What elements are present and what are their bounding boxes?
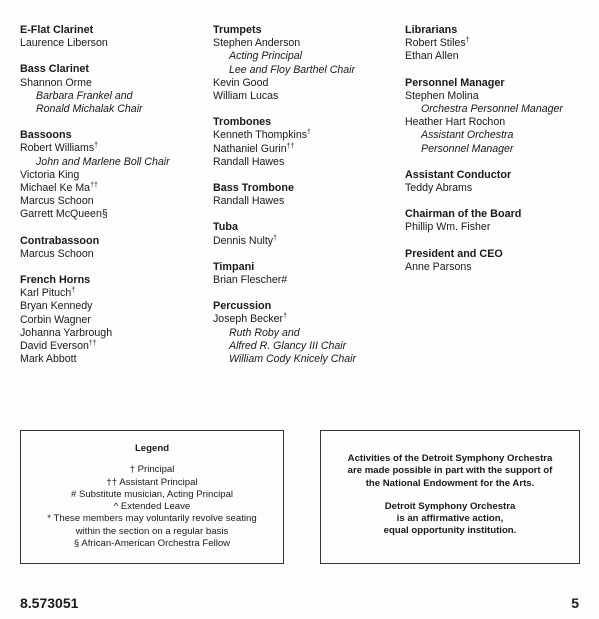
line-text: Orchestra Personnel Manager <box>421 103 563 116</box>
musician-name <box>20 314 200 327</box>
chair-title <box>405 143 595 156</box>
line-text: Kevin Good <box>213 76 269 89</box>
musician-name <box>20 208 200 221</box>
notice-line: is an affirmative action, <box>396 513 504 525</box>
nea-support-paragraph <box>321 453 579 490</box>
musician-name <box>20 77 200 90</box>
roster-column-3 <box>405 24 595 287</box>
rank-marker: †† <box>90 182 98 190</box>
legend-item: * These members may voluntarily revolve seating <box>47 513 257 525</box>
section-heading: E-Flat Clarinet <box>20 24 94 36</box>
musician-name <box>213 274 398 287</box>
musician-name <box>20 340 200 353</box>
chair-title <box>213 327 398 340</box>
legend-item: § African-American Orchestra Fellow <box>73 538 231 550</box>
line-text: Acting Principal <box>229 50 303 63</box>
equal-opportunity-paragraph <box>321 501 579 538</box>
line-text: Heather Hart Rochon <box>405 116 506 129</box>
chair-title <box>213 64 398 77</box>
musician-name <box>213 90 398 103</box>
line-text: Mark Abbott <box>20 353 77 366</box>
roster-section <box>20 24 200 50</box>
legend-title: Legend <box>134 443 170 454</box>
section-heading: Assistant Conductor <box>405 168 512 181</box>
legend-item: within the section on a regular basis <box>75 525 229 537</box>
musician-name <box>20 169 200 182</box>
section-heading: President and CEO <box>405 247 503 260</box>
roster-section <box>213 182 398 208</box>
roster-section <box>405 24 595 64</box>
line-text: Marcus Schoon <box>20 195 94 208</box>
chair-title <box>20 90 200 103</box>
section-heading: Bass Clarinet <box>20 63 90 76</box>
musician-name <box>20 182 200 195</box>
roster-section <box>213 221 398 247</box>
line-text: Johanna Yarbrough <box>20 326 113 339</box>
catalog-number: 8.573051 <box>20 595 79 611</box>
musician-name <box>405 90 595 103</box>
chair-title <box>213 50 398 63</box>
line-text: Michael Ke Ma <box>20 182 91 195</box>
line-text: Ethan Allen <box>405 50 459 63</box>
musician-name <box>20 327 200 340</box>
line-text: William Lucas <box>213 90 279 103</box>
section-heading: Tuba <box>213 221 238 234</box>
legend-item: # Substitute musician, Acting Principal <box>70 488 234 500</box>
rank-marker: † <box>273 234 277 242</box>
section-heading: Chairman of the Board <box>405 208 522 221</box>
line-text: Garrett McQueen§ <box>20 208 108 221</box>
rank-marker: † <box>71 287 76 295</box>
line-text: Kenneth Thompkins <box>213 129 308 142</box>
musician-name <box>20 353 200 366</box>
section-heading: Bass Trombone <box>213 182 294 195</box>
line-text: Shannon Orme <box>20 76 92 89</box>
roster-section <box>20 63 200 116</box>
line-text: Alfred R. Glancy III Chair <box>229 339 347 352</box>
section-heading: Timpani <box>213 260 255 273</box>
notice-line: the National Endowment for the Arts. <box>365 477 535 489</box>
roster-column-2 <box>213 24 398 379</box>
section-heading: Bassoons <box>20 129 72 142</box>
line-text: Randall Hawes <box>213 155 285 168</box>
roster-column-1 <box>20 24 200 379</box>
rank-marker: †† <box>286 142 295 150</box>
line-text: Nathaniel Gurin <box>213 142 287 155</box>
legend-box <box>20 430 284 564</box>
line-text: Robert Williams <box>20 142 95 155</box>
roster-section <box>405 169 595 195</box>
musician-name <box>213 77 398 90</box>
line-text: Assistant Orchestra <box>421 129 514 142</box>
roster-section <box>405 248 595 274</box>
line-text: Phillip Wm. Fisher <box>405 221 491 234</box>
musician-name <box>213 195 398 208</box>
section-heading: Trumpets <box>213 24 262 36</box>
roster-section <box>405 208 595 234</box>
line-text: Anne Parsons <box>405 260 472 273</box>
roster-section <box>213 116 398 169</box>
line-text: Bryan Kennedy <box>20 300 93 313</box>
notice-line: Detroit Symphony Orchestra <box>384 500 516 512</box>
legend-item: †† Assistant Principal <box>106 476 198 488</box>
musician-name <box>20 248 200 261</box>
rank-marker: † <box>283 313 287 321</box>
line-text: Personnel Manager <box>421 142 514 155</box>
page-number: 5 <box>571 595 579 611</box>
rank-marker: † <box>94 142 99 150</box>
line-text: Stephen Molina <box>405 89 479 102</box>
line-text: David Everson <box>20 340 89 353</box>
roster-section <box>213 261 398 287</box>
rank-marker: †† <box>88 340 97 348</box>
line-text: Lee and Floy Barthel Chair <box>229 63 356 76</box>
notice-line: equal opportunity institution. <box>383 525 517 537</box>
roster-section <box>405 77 595 156</box>
musician-name <box>20 287 200 300</box>
line-text: William Cody Knicely Chair <box>229 353 357 366</box>
line-text: Brian Flescher# <box>213 274 288 287</box>
chair-title <box>405 129 595 142</box>
section-heading: Contrabassoon <box>20 234 100 247</box>
line-text: Karl Pituch <box>20 287 72 300</box>
musician-name <box>213 156 398 169</box>
line-text: Robert Stiles <box>405 37 466 50</box>
musician-name <box>20 37 200 50</box>
musician-name <box>405 116 595 129</box>
musician-name <box>213 235 398 248</box>
line-text: Laurence Liberson <box>20 37 108 50</box>
rank-marker: † <box>307 129 311 137</box>
musician-name <box>20 195 200 208</box>
line-text: Barbara Frankel and <box>36 89 133 102</box>
section-heading: Trombones <box>213 116 272 129</box>
section-heading: Percussion <box>213 300 272 313</box>
chair-title <box>213 340 398 353</box>
line-text: Stephen Anderson <box>213 37 301 50</box>
line-text: Ruth Roby and <box>229 326 300 339</box>
legend-item: ^ Extended Leave <box>113 501 191 513</box>
notice-line: Activities of the Detroit Symphony Orchestra <box>347 453 553 464</box>
section-heading: Librarians <box>405 24 458 36</box>
chair-title <box>20 103 200 116</box>
line-text: Joseph Becker <box>213 313 284 326</box>
roster-section <box>20 235 200 261</box>
legend-items <box>21 464 283 550</box>
legend-item: † Principal <box>129 464 175 476</box>
section-heading: French Horns <box>20 274 91 287</box>
line-text: Victoria King <box>20 168 80 181</box>
musician-name <box>405 50 595 63</box>
musician-name <box>405 221 595 234</box>
musician-name <box>20 300 200 313</box>
funding-notice-box <box>320 430 580 564</box>
musician-name <box>405 182 595 195</box>
chair-title <box>405 103 595 116</box>
line-text: Randall Hawes <box>213 195 285 208</box>
roster-section <box>213 300 398 366</box>
line-text: Ronald Michalak Chair <box>36 103 143 116</box>
musician-name <box>405 37 595 50</box>
notice-line: are made possible in part with the support of <box>347 465 553 477</box>
chair-title <box>213 353 398 366</box>
roster-section <box>20 274 200 366</box>
section-heading: Personnel Manager <box>405 76 505 89</box>
musician-name <box>213 143 398 156</box>
musician-name <box>213 313 398 326</box>
line-text: Dennis Nulty <box>213 234 274 247</box>
musician-name <box>213 129 398 142</box>
musician-name <box>20 142 200 155</box>
line-text: Teddy Abrams <box>405 182 473 195</box>
roster-section <box>213 24 398 103</box>
chair-title <box>20 156 200 169</box>
musician-name <box>213 37 398 50</box>
line-text: Marcus Schoon <box>20 247 94 260</box>
rank-marker: † <box>465 37 470 45</box>
line-text: Corbin Wagner <box>20 313 91 326</box>
musician-name <box>405 261 595 274</box>
line-text: John and Marlene Boll Chair <box>36 155 170 168</box>
roster-section <box>20 129 200 221</box>
